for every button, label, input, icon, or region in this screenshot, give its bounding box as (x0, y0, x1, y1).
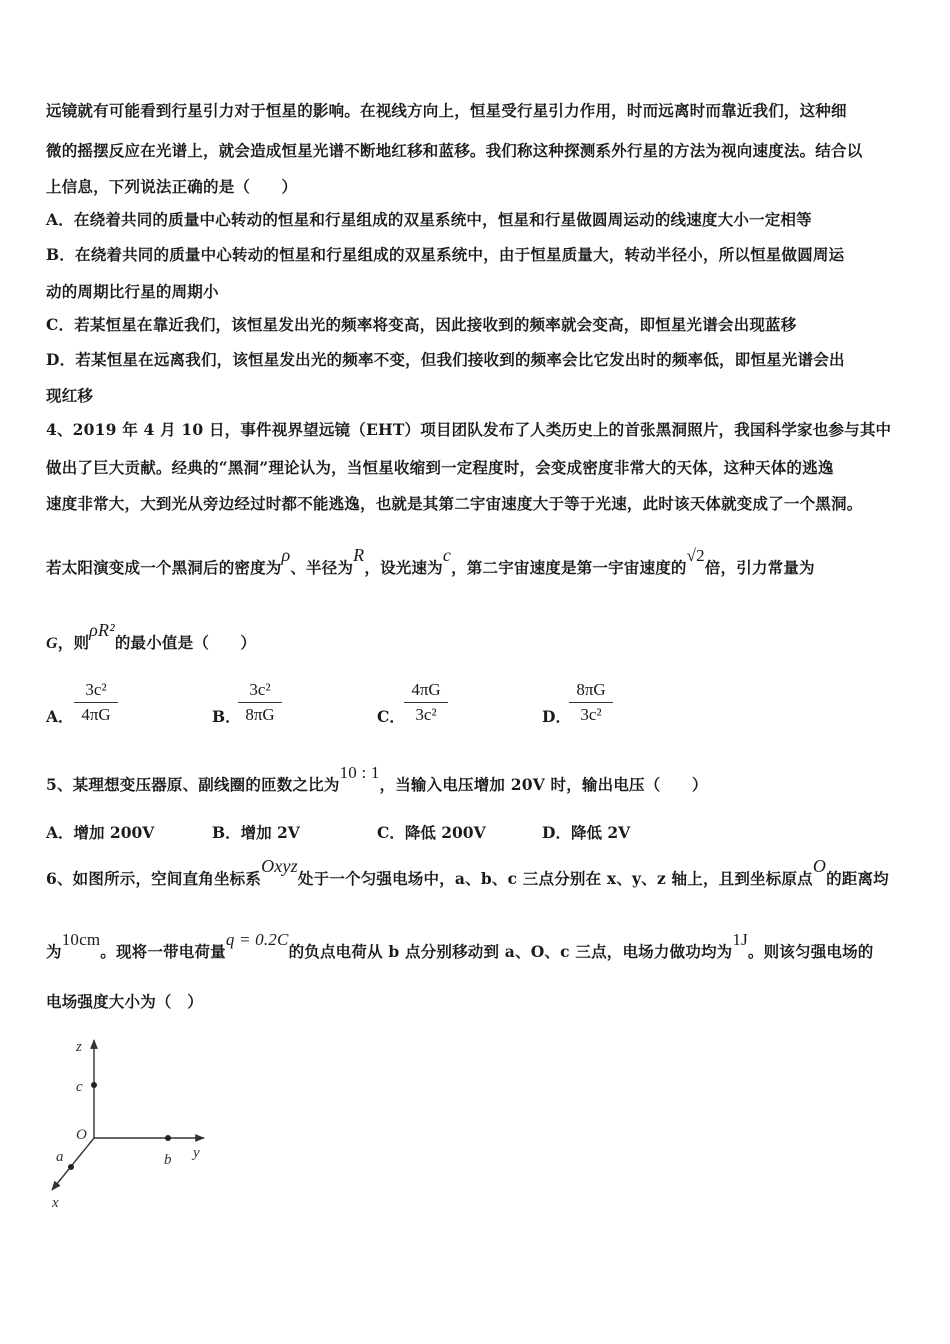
symbol-origin-O: O (812, 856, 827, 876)
q4-option-c-label: C． (377, 707, 405, 726)
q6-line1-text-a: 6、如图所示，空间直角坐标系 (46, 869, 262, 888)
q4-line-3: 速度非常大，大到光从旁边经过时都不能逃逸，也就是其第二宇宙速度大于等于光速，此时该天体就变成了一个黑洞。 (46, 494, 863, 513)
symbol-oxyz: Oxyz (261, 856, 298, 876)
q3-option-c: C．若某恒星在靠近我们，该恒星发出光的频率将变高，因此接收到的频率就会变高，即恒星光谱会出现蓝移 (46, 315, 797, 334)
q6-line2-text-c: 的负点电荷从 b 点分别移动到 a、O、c 三点，电场力做功均为 (288, 942, 733, 961)
q4-option-a-fraction (74, 680, 118, 725)
q4-option-a-label: A． (46, 707, 74, 726)
q5-text-b: ，当输入电压增加 20V 时，输出电压（ ） (379, 775, 708, 794)
label-z: z (76, 1039, 82, 1055)
symbol-rhoR2: ρR² (89, 620, 115, 640)
q4-option-c-denominator: 3c² (415, 705, 437, 724)
symbol-c: c (442, 545, 452, 565)
point-c (91, 1082, 97, 1088)
q6-work: 1J (732, 930, 748, 949)
q4-line4-text-d: ，第二宇宙速度是第一宇宙速度的 (451, 558, 687, 577)
label-b: b (164, 1152, 172, 1168)
intro-line-3: 上信息，下列说法正确的是（ ） (46, 177, 298, 196)
q4-option-d-numerator: 8πG (569, 680, 613, 703)
q5-ratio: 10 : 1 (339, 763, 380, 782)
q4-line4-text-b: 、半径为 (290, 558, 354, 577)
q4-option-c-fraction (404, 680, 448, 725)
q4-line5-text-a: ，则 (57, 633, 90, 652)
label-y: y (193, 1145, 200, 1161)
q6-line2-text-a: 为 (46, 942, 62, 961)
q6-line2-text-b: 。现将一带电荷量 (100, 942, 226, 961)
q3-option-a: A．在绕着共同的质量中心转动的恒星和行星组成的双星系统中，恒星和行星做圆周运动的线速度大小一定相等 (46, 210, 812, 229)
q4-line4-text-e: 倍，引力常量为 (704, 558, 815, 577)
q6-distance: 10cm (61, 930, 101, 949)
q4-option-b-label: B． (212, 707, 241, 726)
q4-option-d-denominator: 3c² (580, 705, 602, 724)
q4-option-b-fraction (238, 680, 282, 725)
q4-option-a-denominator: 4πG (81, 705, 111, 724)
q5-option-b: B．增加 2V (212, 823, 300, 842)
point-b (165, 1135, 171, 1141)
q4-option-b-denominator: 8πG (245, 705, 275, 724)
q4-line4-text-a: 若太阳演变成一个黑洞后的密度为 (46, 558, 282, 577)
q4-option-d-label: D． (542, 707, 571, 726)
q4-line-2: 做出了巨大贡献。经典的“黑洞”理论认为，当恒星收缩到一定程度时，会变成密度非常大的天体，这种天体的逃逸 (46, 458, 834, 477)
q6-line-2 (46, 930, 874, 962)
intro-line-1: 远镜就有可能看到行星引力对于恒星的影响。在视线方向上，恒星受行星引力作用，时而远离时而靠近我们，这种细 (46, 101, 847, 120)
q4-line-4 (46, 545, 815, 578)
q3-option-d-line1: D．若某恒星在远离我们，该恒星发出光的频率不变，但我们接收到的频率会比它发出时的频率低，即恒星光谱会出 (46, 350, 845, 369)
q5-text-a: 5、某理想变压器原、副线圈的匝数之比为 (46, 775, 340, 794)
q3-option-d-line2: 现红移 (46, 386, 94, 405)
symbol-G: G (46, 635, 58, 652)
intro-line-2: 微的摇摆反应在光谱上，就会造成恒星光谱不断地红移和蓝移。我们称这种探测系外行星的方法为视向速度法。结合以 (46, 141, 863, 160)
q6-line1-text-c: 的距离均 (826, 869, 889, 888)
q6-charge: q = 0.2C (225, 930, 289, 949)
symbol-rho: ρ (281, 545, 291, 565)
q5-option-a: A．增加 200V (46, 823, 155, 842)
q4-option-b-numerator: 3c² (238, 680, 282, 703)
q3-option-b-line1: B．在绕着共同的质量中心转动的恒星和行星组成的双星系统中，由于恒星质量大，转动半径小，所以恒星做圆周运 (46, 245, 845, 264)
q4-line5-text-b: 的最小值是（ ） (114, 633, 257, 652)
q4-line-1: 4、2019 年 4 月 10 日，事件视界望远镜（EHT）项目团队发布了人类历史上的首张黑洞照片，我国科学家也参与其中 (46, 420, 892, 439)
q3-option-b-line2: 动的周期比行星的周期小 (46, 282, 219, 301)
q6-line1-text-b: 处于一个匀强电场中，a、b、c 三点分别在 x、y、z 轴上，且到坐标原点 (297, 869, 813, 888)
q4-option-d-fraction (569, 680, 613, 725)
q4-line-5 (46, 620, 257, 654)
point-a (68, 1164, 74, 1170)
q5-option-c: C．降低 200V (377, 823, 486, 842)
q4-option-c-numerator: 4πG (404, 680, 448, 703)
label-a: a (56, 1149, 64, 1165)
q6-line2-text-d: 。则该匀强电场的 (747, 942, 874, 961)
symbol-R: R (353, 545, 365, 565)
label-origin: O (76, 1127, 87, 1143)
q5-option-d: D．降低 2V (542, 823, 631, 842)
symbol-sqrt2: √2 (686, 546, 705, 565)
q4-line4-text-c: ，设光速为 (364, 558, 443, 577)
coordinate-system-figure (40, 1030, 260, 1220)
q6-line-1 (46, 856, 889, 889)
q4-option-a-numerator: 3c² (74, 680, 118, 703)
q5-stem (46, 763, 708, 795)
q6-line-3: 电场强度大小为（ ） (46, 992, 204, 1011)
label-x: x (52, 1195, 59, 1211)
label-c: c (76, 1079, 83, 1095)
